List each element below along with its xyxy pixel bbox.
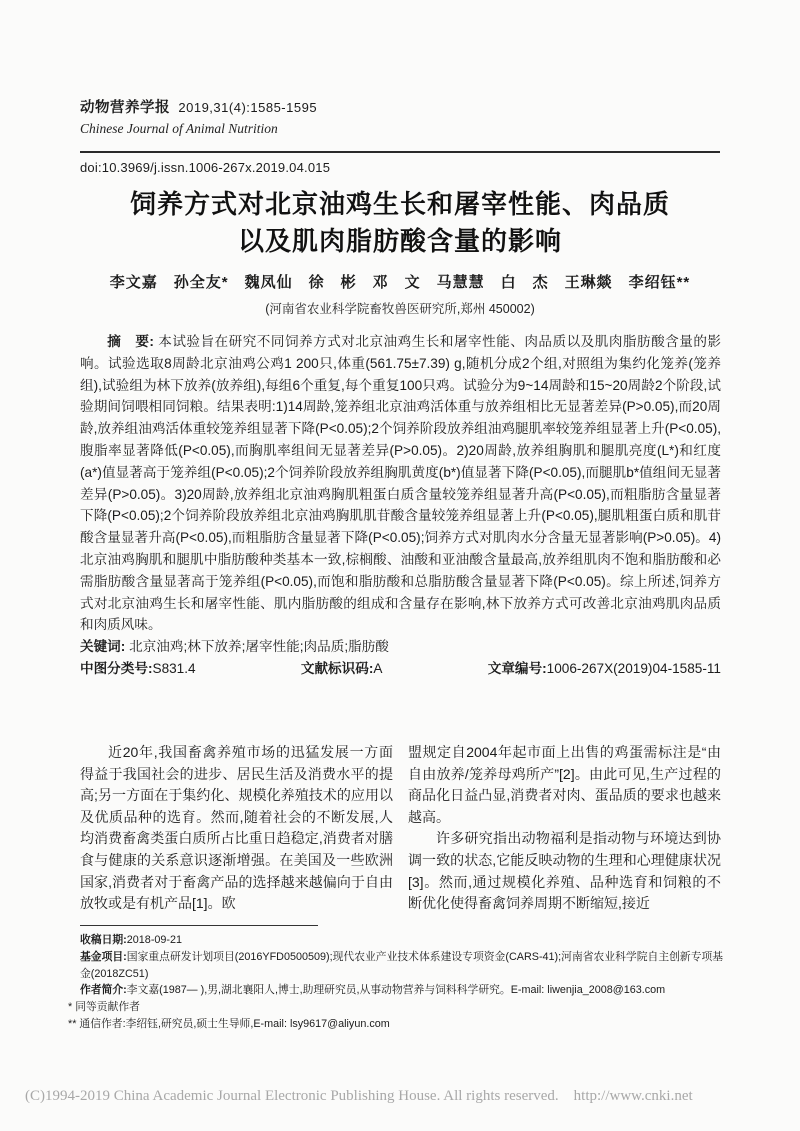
body-paragraph-right-new: 许多研究指出动物福利是指动物与环境达到协调一致的状态,它能反映动物的生理和心理健康状况[3]。然而,通过规模化养殖、品种选育和饲粮的不断优化使得畜禽饲养周期不断缩短,接近	[408, 830, 721, 912]
footnote-author-bio	[68, 982, 728, 999]
doc-code-value: A	[373, 660, 383, 676]
footnotes-section	[68, 932, 728, 1033]
fund-label: 基金项目:	[80, 950, 127, 963]
journal-header	[80, 96, 720, 137]
abstract-label: 摘 要:	[107, 334, 154, 349]
footnote-equal-contribution: * 同等贡献作者	[68, 1001, 140, 1014]
cnki-copyright-footer: (C)1994-2019 China Academic Journal Electronic Publishing House. All rights reserved. http://www.cnki.net	[25, 1088, 693, 1104]
footnote-rule	[80, 925, 318, 926]
received-label: 收稿日期:	[80, 934, 127, 946]
doi-line: doi:10.3969/j.issn.1006-267x.2019.04.015	[80, 160, 331, 175]
doc-code-label: 文献标识码:	[300, 660, 374, 676]
doc-code-item	[301, 658, 383, 680]
bio-value: 李文嘉(1987— ),男,湖北襄阳人,博士,助理研究员,从事动物营养与饲料科学研究。E-mail: liwenjia_2008@163.com	[126, 984, 666, 997]
received-value: 2018-09-21	[126, 934, 183, 946]
journal-name-cn: 动物营养学报	[80, 100, 170, 116]
keywords-label: 关键词:	[80, 639, 126, 655]
article-title	[40, 186, 760, 260]
body-left-column	[80, 742, 393, 915]
classification-line	[80, 658, 721, 680]
keywords-text: 北京油鸡;林下放养;屠宰性能;肉品质;脂肪酸	[125, 639, 389, 655]
abstract-text: 本试验旨在研究不同饲养方式对北京油鸡生长和屠宰性能、肉品质以及肌肉脂肪酸含量的影响。试验选取8周龄北京油鸡公鸡1 200只,体重(561.75±7.39) g,随机分成2个组,对照组为集约化笼养(笼养组),试验组为林下放养(放养组),每组6个重复,每个重复100只鸡。试验分为9~14周龄和15~20周龄2个阶段,试验期间饲喂相同饲粮。结果表明:1)14周龄,笼养组北京油鸡活体重与放养组相比无显著差异(P>0.05),而20周龄,放养组油鸡活体重较笼养组显著下降(P<0.05);2个饲养阶段放养组油鸡腿肌率较笼养组显著上升(P<0.05),腹脂率显著降低(P<0.05),而胸肌率组间无显著差异(P>0.05)。2)20周龄,放养组胸肌和腿肌亮度(L*)和红度(a*)值显著高于笼养组(P<0.05);2个饲养阶段放养组胸肌黄度(b*)值显著下降(P<0.05),而腿肌b*值组间无显著差异(P>0.05)。3)20周龄,放养组北京油鸡胸肌粗蛋白质含量较笼养组显著升高(P<0.05),而粗脂肪含量显著下降(P<0.05);2个饲养阶段放养组北京油鸡胸肌肌苷酸含量较笼养组显著上升(P<0.05),腿肌粗蛋白质和肌苷酸含量显著升高(P<0.05),而粗脂肪含量显著下降(P<0.05);饲养方式对肌肉水分含量无显著影响(P>0.05)。4)北京油鸡胸肌和腿肌中脂肪酸种类基本一致,棕榈酸、油酸和亚油酸含量最高,放养组肌肉不饱和脂肪酸和必需脂肪酸含量显著高于笼养组(P<0.05),而饱和脂肪酸和总脂肪酸含量显著下降(P<0.05)。综上所述,饲养方式对北京油鸡生长和屠宰性能、肌内脂肪酸的组成和含量存在影响,林下放养方式可改善北京油鸡肌肉品质和肉质风味。	[80, 334, 721, 633]
header-rule	[80, 151, 720, 153]
article-title-line2: 以及肌肉脂肪酸含量的影响	[237, 226, 562, 256]
article-no-item	[488, 658, 721, 680]
author-list: 李文嘉 孙全友* 魏凤仙 徐 彬 邓 文 马慧慧 白 杰 王琳燚 李绍钰**	[109, 274, 691, 291]
footnote-corresponding-author: ** 通信作者:李绍钰,研究员,硕士生导师,E-mail: lsy9617@aliyun.com	[68, 1017, 390, 1030]
body-paragraph-right-continuation: 盟规定自2004年起市面上出售的鸡蛋需标注是“由自由放养/笼养母鸡所产”[2]。由此可见,生产过程的商品化日益凸显,消费者对肉、蛋品质的要求也越来越高。	[408, 744, 721, 825]
footnote-received	[68, 932, 728, 949]
body-paragraph-left: 近20年,我国畜禽养殖市场的迅猛发展一方面得益于我国社会的进步、居民生活及消费水平的提高;另一方面在于集约化、规模化养殖技术的应用以及优质品种的选育。然而,随着社会的不断发展,人均消费畜禽类蛋白质所占比重日趋稳定,消费者对膳食与健康的关系意识逐渐增强。在美国及一些欧洲国家,消费者对于畜禽产品的选择越来越偏向于自由放牧或是有机产品[1]。欧	[80, 744, 393, 912]
journal-name-en: Chinese Journal of Animal Nutrition	[80, 121, 278, 136]
bio-label: 作者简介:	[80, 984, 127, 997]
affiliation: (河南省农业科学院畜牧兽医研究所,郑州 450002)	[265, 302, 535, 316]
footnote-fund	[68, 949, 728, 983]
body-right-column	[408, 742, 721, 915]
article-no-label: 文章编号:	[487, 660, 547, 676]
keywords-line	[80, 636, 721, 658]
abstract-paragraph	[80, 331, 721, 636]
journal-issue-info: 2019,31(4):1585-1595	[178, 100, 318, 115]
clc-value: S831.4	[152, 660, 196, 676]
article-no-value: 1006-267X(2019)04-1585-11	[546, 660, 721, 676]
fund-value: 国家重点研发计划项目(2016YFD0500509);现代农业产业技术体系建设专项资金(CARS-41);河南省农业科学院自主创新专项基金(2018ZC51)	[80, 950, 724, 980]
abstract-section	[80, 331, 721, 680]
article-title-line1: 饲养方式对北京油鸡生长和屠宰性能、肉品质	[129, 189, 670, 219]
clc-item	[80, 658, 196, 680]
journal-title-line	[80, 96, 720, 117]
body-columns	[80, 742, 721, 915]
clc-label: 中图分类号:	[80, 660, 153, 676]
